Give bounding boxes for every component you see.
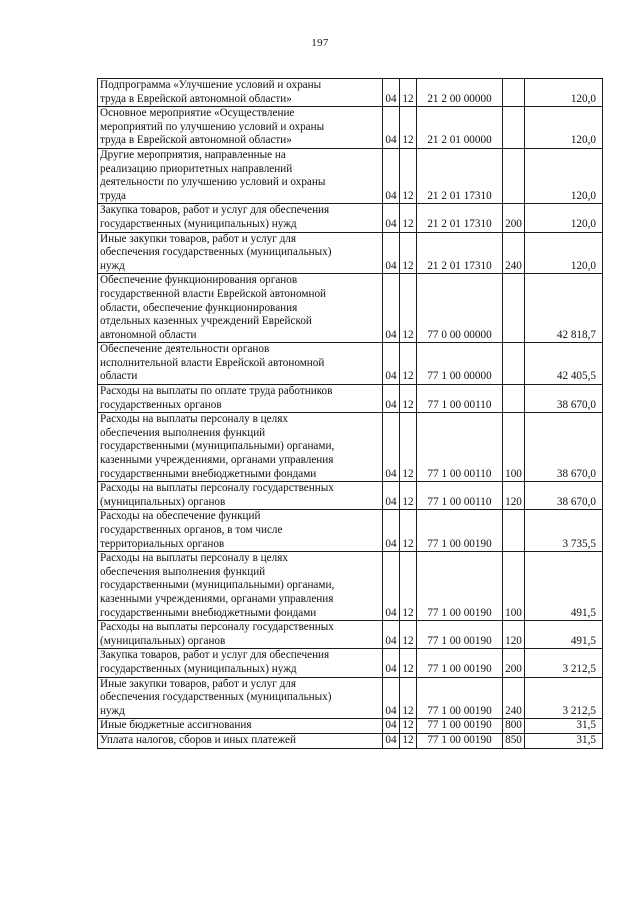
subsection-code-cell: 12: [400, 621, 417, 649]
item-name-line: области, обеспечение функционирования: [100, 301, 298, 314]
item-name-line: казенными учреждениями, органами управления: [100, 454, 334, 467]
section-code-cell: 04: [383, 719, 400, 734]
expense-type-cell: 850: [503, 733, 525, 748]
budget-table: [97, 78, 603, 749]
item-name-cell: [98, 649, 383, 677]
item-name-line: труда: [100, 189, 127, 202]
table-row: [98, 148, 603, 203]
item-name-line: Расходы на выплаты персоналу в целях: [100, 552, 288, 565]
item-name-cell: [98, 385, 383, 413]
item-name-line: Расходы на выплаты по оплате труда работников: [100, 385, 333, 398]
amount-cell: 120,0: [525, 107, 603, 149]
expense-type-cell: 120: [503, 621, 525, 649]
expense-type-cell: [503, 385, 525, 413]
table-row: [98, 232, 603, 274]
amount-cell: 3 212,5: [525, 677, 603, 719]
section-code-cell: 04: [383, 274, 400, 343]
subsection-code-cell: 12: [400, 148, 417, 203]
item-name-line: нужд: [100, 259, 125, 272]
target-article-cell: 77 1 00 00000: [417, 343, 503, 385]
table-row: [98, 677, 603, 719]
subsection-code-cell: 12: [400, 274, 417, 343]
section-code-cell: 04: [383, 510, 400, 552]
item-name-line: государственных (муниципальных) нужд: [100, 217, 297, 230]
amount-cell: 3 212,5: [525, 649, 603, 677]
section-code-cell: 04: [383, 148, 400, 203]
item-name-line: обеспечения выполнения функций: [100, 565, 266, 578]
section-code-cell: 04: [383, 79, 400, 107]
table-row: [98, 733, 603, 748]
amount-cell: 31,5: [525, 719, 603, 734]
subsection-code-cell: 12: [400, 107, 417, 149]
table-row: [98, 107, 603, 149]
section-code-cell: 04: [383, 385, 400, 413]
subsection-code-cell: 12: [400, 733, 417, 748]
item-name-line: отдельных казенных учреждений Еврейской: [100, 315, 312, 328]
expense-type-cell: 100: [503, 413, 525, 482]
item-name-line: Расходы на обеспечение функций: [100, 510, 261, 523]
table-row: [98, 482, 603, 510]
item-name-line: Расходы на выплаты персоналу государственных: [100, 482, 334, 495]
target-article-cell: 77 1 00 00190: [417, 552, 503, 621]
item-name-line: деятельности по улучшению условий и охраны: [100, 176, 326, 189]
section-code-cell: 04: [383, 204, 400, 232]
item-name-line: Закупка товаров, работ и услуг для обеспечения: [100, 649, 330, 662]
section-code-cell: 04: [383, 232, 400, 274]
amount-cell: 120,0: [525, 148, 603, 203]
target-article-cell: 77 1 00 00190: [417, 733, 503, 748]
subsection-code-cell: 12: [400, 343, 417, 385]
target-article-cell: 21 2 00 00000: [417, 79, 503, 107]
target-article-cell: 77 0 00 00000: [417, 274, 503, 343]
expense-type-cell: [503, 79, 525, 107]
amount-cell: 120,0: [525, 232, 603, 274]
amount-cell: 31,5: [525, 733, 603, 748]
item-name-line: Обеспечение функционирования органов: [100, 274, 298, 287]
subsection-code-cell: 12: [400, 677, 417, 719]
section-code-cell: 04: [383, 677, 400, 719]
item-name-cell: [98, 107, 383, 149]
item-name-cell: [98, 733, 383, 748]
target-article-cell: 21 2 01 17310: [417, 148, 503, 203]
target-article-cell: 77 1 00 00110: [417, 482, 503, 510]
item-name-line: государственными (муниципальными) органами,: [100, 579, 335, 592]
item-name-line: (муниципальных) органов: [100, 634, 226, 647]
table-row: [98, 510, 603, 552]
subsection-code-cell: 12: [400, 482, 417, 510]
item-name-line: труда в Еврейской автономной области»: [100, 134, 292, 147]
item-name-line: автономной области: [100, 328, 197, 341]
page-number: 197: [311, 37, 329, 49]
subsection-code-cell: 12: [400, 204, 417, 232]
item-name-line: труда в Еврейской автономной области»: [100, 92, 292, 105]
table-row: [98, 413, 603, 482]
section-code-cell: 04: [383, 552, 400, 621]
subsection-code-cell: 12: [400, 649, 417, 677]
expense-type-cell: [503, 274, 525, 343]
target-article-cell: 77 1 00 00110: [417, 385, 503, 413]
item-name-cell: [98, 482, 383, 510]
subsection-code-cell: 12: [400, 79, 417, 107]
item-name-line: Иные закупки товаров, работ и услуг для: [100, 677, 297, 690]
subsection-code-cell: 12: [400, 385, 417, 413]
table-row: [98, 649, 603, 677]
expense-type-cell: 240: [503, 232, 525, 274]
item-name-cell: [98, 204, 383, 232]
amount-cell: 120,0: [525, 204, 603, 232]
subsection-code-cell: 12: [400, 510, 417, 552]
table-row: [98, 274, 603, 343]
section-code-cell: 04: [383, 413, 400, 482]
item-name-line: обеспечения государственных (муниципальных): [100, 691, 332, 704]
amount-cell: 491,5: [525, 621, 603, 649]
item-name-line: Другие мероприятия, направленные на: [100, 148, 286, 161]
target-article-cell: 77 1 00 00190: [417, 649, 503, 677]
subsection-code-cell: 12: [400, 232, 417, 274]
item-name-line: обеспечения выполнения функций: [100, 426, 266, 439]
amount-cell: 42 818,7: [525, 274, 603, 343]
section-code-cell: 04: [383, 733, 400, 748]
target-article-cell: 77 1 00 00190: [417, 510, 503, 552]
item-name-line: территориальных органов: [100, 537, 225, 550]
item-name-cell: [98, 677, 383, 719]
item-name-line: государственными внебюджетными фондами: [100, 606, 317, 619]
budget-table-body: [98, 79, 603, 749]
section-code-cell: 04: [383, 107, 400, 149]
section-code-cell: 04: [383, 343, 400, 385]
amount-cell: 38 670,0: [525, 482, 603, 510]
target-article-cell: 21 2 01 00000: [417, 107, 503, 149]
item-name-cell: [98, 621, 383, 649]
item-name-cell: [98, 413, 383, 482]
section-code-cell: 04: [383, 482, 400, 510]
expense-type-cell: 120: [503, 482, 525, 510]
table-row: [98, 552, 603, 621]
item-name-line: Расходы на выплаты персоналу государственных: [100, 621, 334, 634]
target-article-cell: 21 2 01 17310: [417, 232, 503, 274]
section-code-cell: 04: [383, 621, 400, 649]
item-name-line: государственной власти Еврейской автономной: [100, 287, 327, 300]
expense-type-cell: 240: [503, 677, 525, 719]
item-name-cell: [98, 232, 383, 274]
item-name-line: Иные бюджетные ассигнования: [100, 719, 252, 732]
item-name-line: обеспечения государственных (муниципальных): [100, 246, 332, 259]
expense-type-cell: [503, 343, 525, 385]
item-name-cell: [98, 148, 383, 203]
expense-type-cell: 200: [503, 204, 525, 232]
amount-cell: 38 670,0: [525, 385, 603, 413]
amount-cell: 3 735,5: [525, 510, 603, 552]
item-name-line: государственными внебюджетными фондами: [100, 467, 317, 480]
item-name-line: государственных (муниципальных) нужд: [100, 662, 297, 675]
item-name-line: (муниципальных) органов: [100, 495, 226, 508]
item-name-line: государственных органов, в том числе: [100, 524, 283, 536]
item-name-line: Обеспечение деятельности органов: [100, 343, 270, 356]
expense-type-cell: 100: [503, 552, 525, 621]
item-name-line: Подпрограмма «Улучшение условий и охраны: [100, 79, 322, 91]
item-name-line: нужд: [100, 704, 125, 717]
section-code-cell: 04: [383, 649, 400, 677]
item-name-cell: [98, 79, 383, 107]
target-article-cell: 77 1 00 00190: [417, 719, 503, 734]
item-name-line: казенными учреждениями, органами управления: [100, 592, 334, 605]
target-article-cell: 77 1 00 00190: [417, 677, 503, 719]
item-name-line: Закупка товаров, работ и услуг для обеспечения: [100, 204, 330, 217]
expense-type-cell: 800: [503, 719, 525, 734]
item-name-line: Расходы на выплаты персоналу в целях: [100, 413, 288, 426]
table-row: [98, 719, 603, 734]
subsection-code-cell: 12: [400, 719, 417, 734]
item-name-line: Уплата налогов, сборов и иных платежей: [100, 733, 296, 746]
subsection-code-cell: 12: [400, 413, 417, 482]
target-article-cell: 77 1 00 00110: [417, 413, 503, 482]
amount-cell: 42 405,5: [525, 343, 603, 385]
table-row: [98, 343, 603, 385]
item-name-cell: [98, 274, 383, 343]
item-name-line: мероприятий по улучшению условий и охраны: [100, 120, 325, 133]
item-name-cell: [98, 719, 383, 734]
expense-type-cell: 200: [503, 649, 525, 677]
table-row: [98, 385, 603, 413]
target-article-cell: 21 2 01 17310: [417, 204, 503, 232]
item-name-line: исполнительной власти Еврейской автономной: [100, 356, 325, 369]
expense-type-cell: [503, 510, 525, 552]
item-name-line: государственных органов: [100, 398, 222, 411]
item-name-cell: [98, 510, 383, 552]
table-row: [98, 79, 603, 107]
target-article-cell: 77 1 00 00190: [417, 621, 503, 649]
expense-type-cell: [503, 148, 525, 203]
table-row: [98, 621, 603, 649]
item-name-cell: [98, 552, 383, 621]
expense-type-cell: [503, 107, 525, 149]
item-name-line: Основное мероприятие «Осуществление: [100, 107, 295, 120]
table-row: [98, 204, 603, 232]
item-name-cell: [98, 343, 383, 385]
amount-cell: 120,0: [525, 79, 603, 107]
amount-cell: 38 670,0: [525, 413, 603, 482]
item-name-line: Иные закупки товаров, работ и услуг для: [100, 232, 297, 245]
amount-cell: 491,5: [525, 552, 603, 621]
item-name-line: реализацию приоритетных направлений: [100, 162, 293, 175]
item-name-line: государственными (муниципальными) органами,: [100, 440, 335, 453]
item-name-line: области: [100, 370, 138, 383]
subsection-code-cell: 12: [400, 552, 417, 621]
